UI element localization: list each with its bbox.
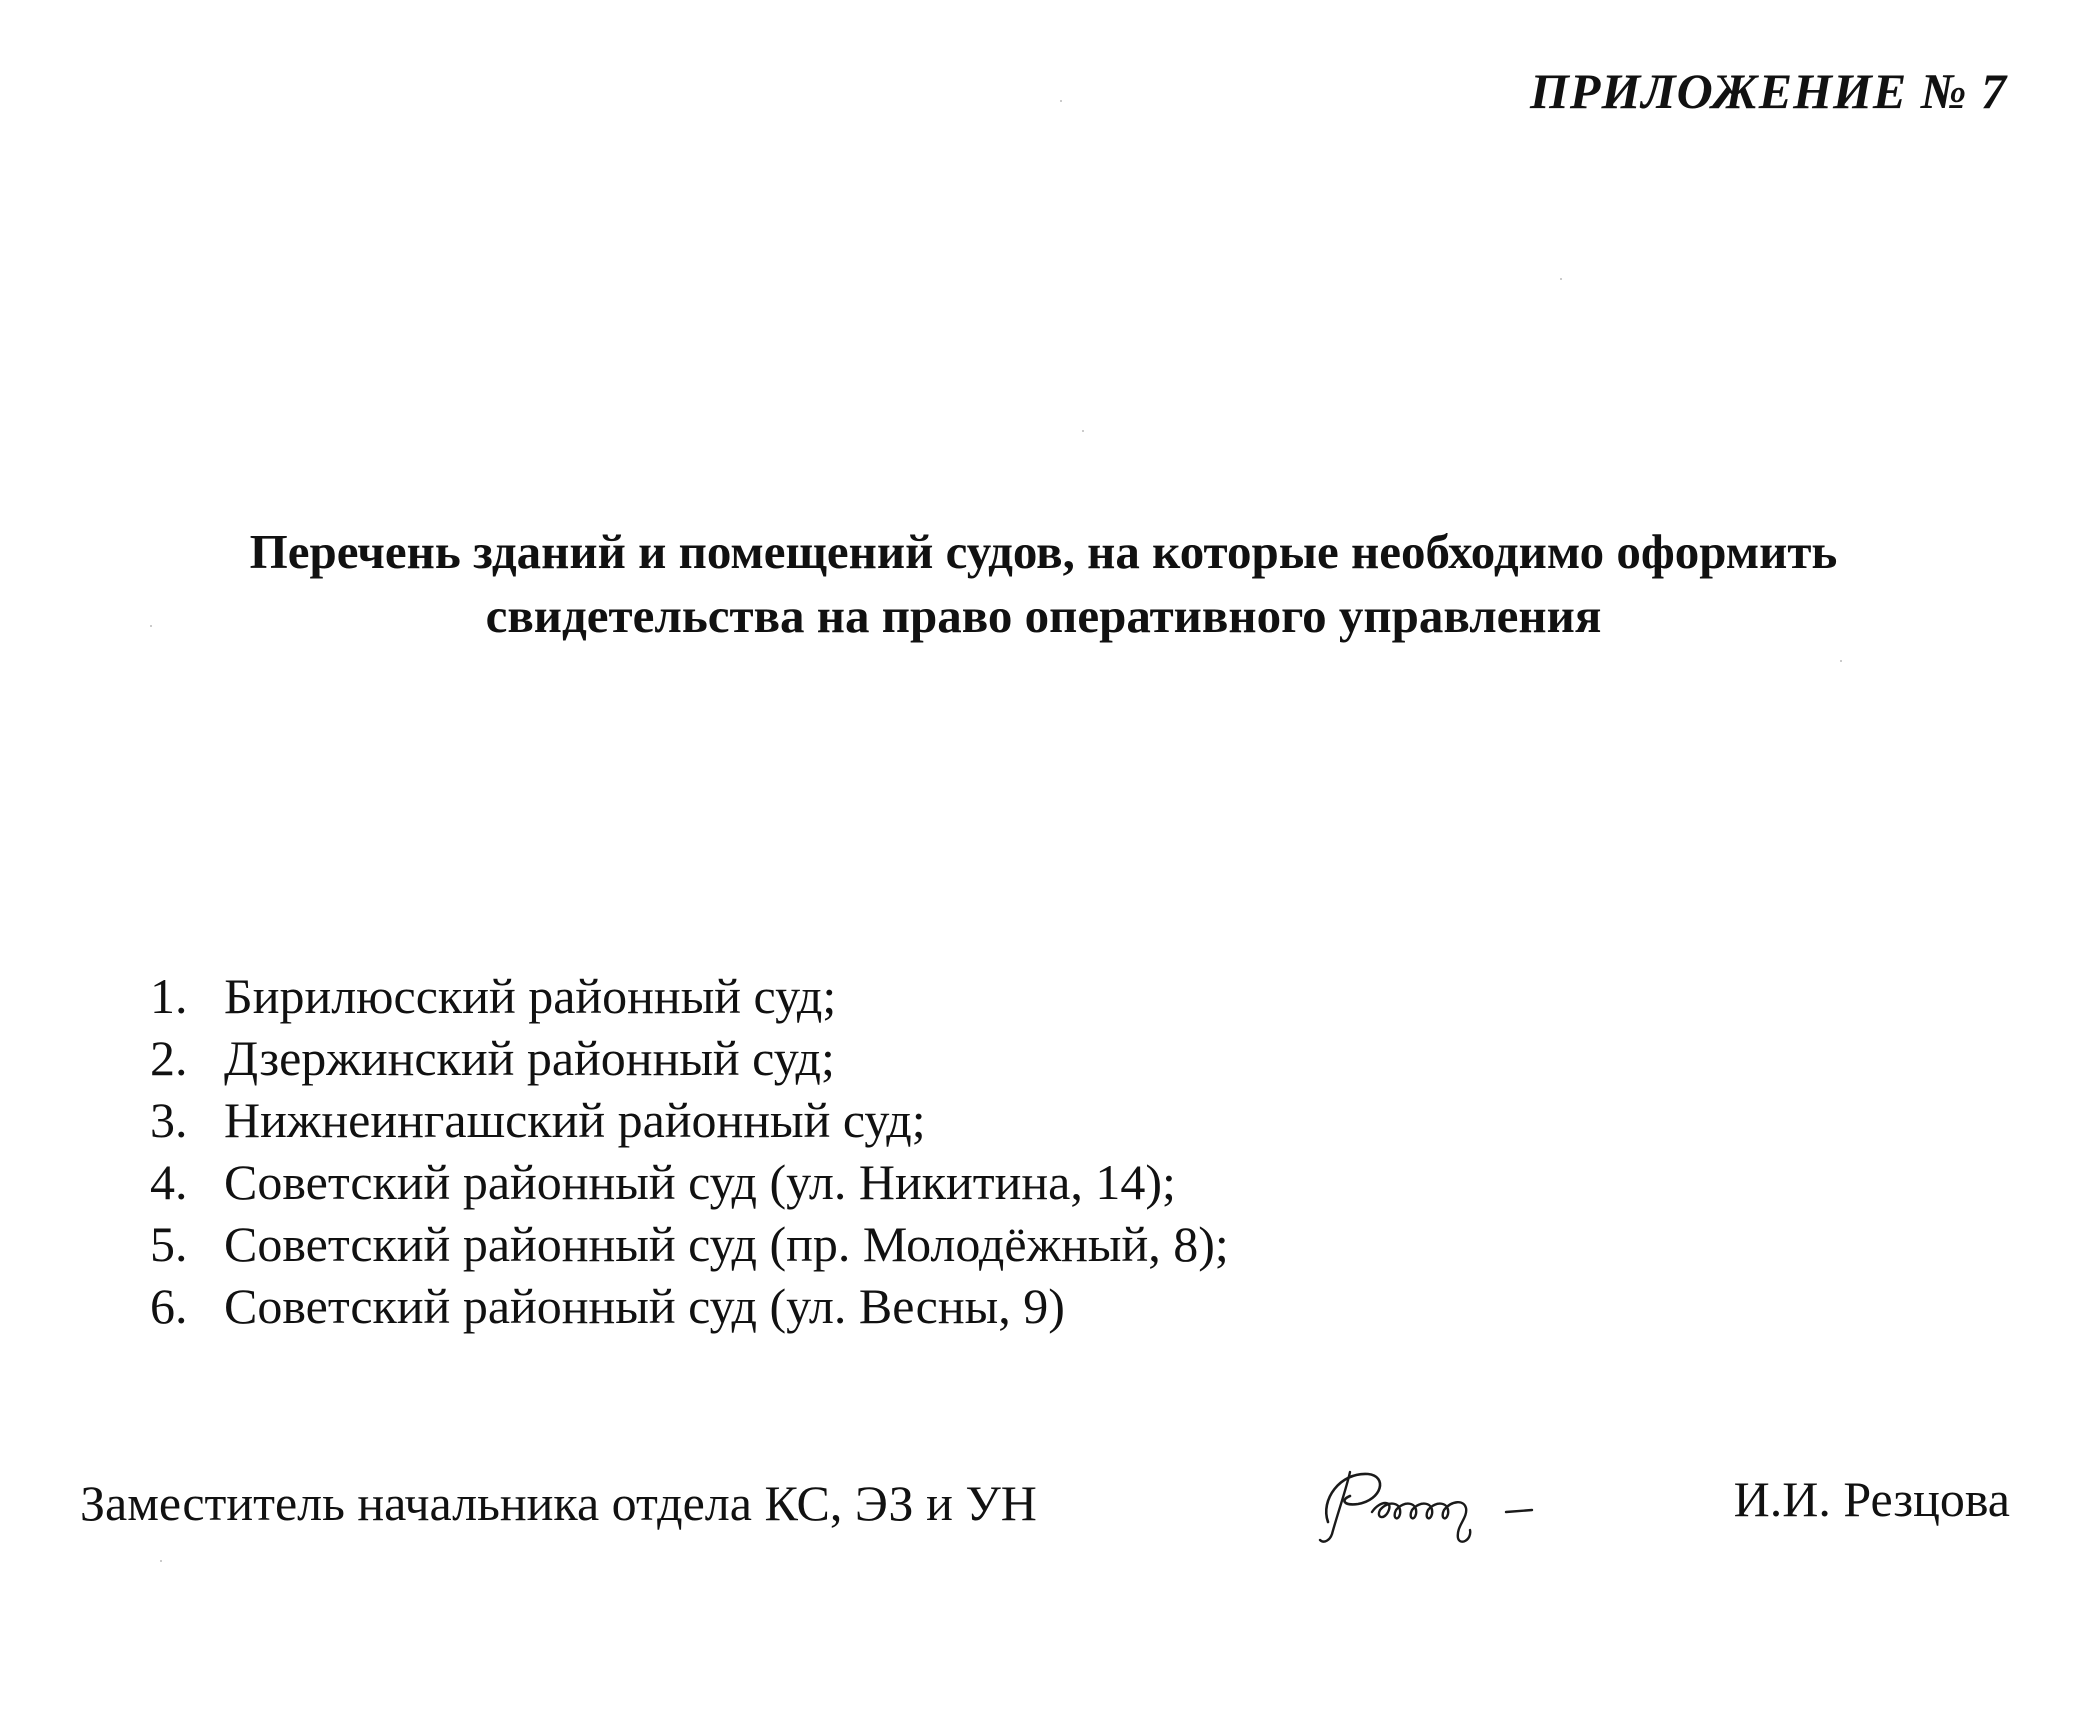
list-item-text: Нижнеингашский районный суд; bbox=[224, 1092, 926, 1148]
list-item bbox=[150, 1089, 1229, 1151]
list-item-number: 1. bbox=[150, 968, 188, 1024]
scan-speck bbox=[160, 1560, 162, 1562]
list-item-number: 6. bbox=[150, 1278, 188, 1334]
document-title-line-1: Перечень зданий и помещений судов, на которые необходимо оформить bbox=[249, 524, 1838, 579]
document-title bbox=[0, 520, 2087, 648]
scan-speck bbox=[1060, 100, 1062, 102]
list-item-number: 4. bbox=[150, 1154, 188, 1210]
list-item bbox=[150, 1275, 1229, 1337]
court-list bbox=[150, 965, 1229, 1337]
list-item bbox=[150, 965, 1229, 1027]
handwritten-signature-icon bbox=[1310, 1460, 1650, 1550]
list-item bbox=[150, 1027, 1229, 1089]
list-item bbox=[150, 1213, 1229, 1275]
list-item-number: 3. bbox=[150, 1092, 188, 1148]
list-item-text: Советский районный суд (ул. Никитина, 14); bbox=[224, 1154, 1176, 1210]
scan-speck bbox=[1560, 278, 1562, 280]
list-item-text: Бирилюсский районный суд; bbox=[224, 968, 837, 1024]
signer-position: Заместитель начальника отдела КС, ЭЗ и УН bbox=[80, 1475, 1037, 1531]
scan-speck bbox=[1082, 430, 1084, 432]
list-item-number: 5. bbox=[150, 1216, 188, 1272]
list-item-text: Советский районный суд (пр. Молодёжный, 8); bbox=[224, 1216, 1229, 1272]
list-item bbox=[150, 1151, 1229, 1213]
scan-speck bbox=[150, 625, 152, 627]
signer-name: И.И. Резцова bbox=[1733, 1471, 2010, 1527]
appendix-label: ПРИЛОЖЕНИЕ № 7 bbox=[1530, 63, 2007, 119]
signature-block bbox=[80, 1460, 2010, 1550]
list-item-text: Дзержинский районный суд; bbox=[224, 1030, 835, 1086]
document-title-line-2: свидетельства на право оперативного управления bbox=[485, 588, 1602, 643]
list-item-text: Советский районный суд (ул. Весны, 9) bbox=[224, 1278, 1065, 1334]
list-item-number: 2. bbox=[150, 1030, 188, 1086]
scan-speck bbox=[1840, 660, 1842, 662]
